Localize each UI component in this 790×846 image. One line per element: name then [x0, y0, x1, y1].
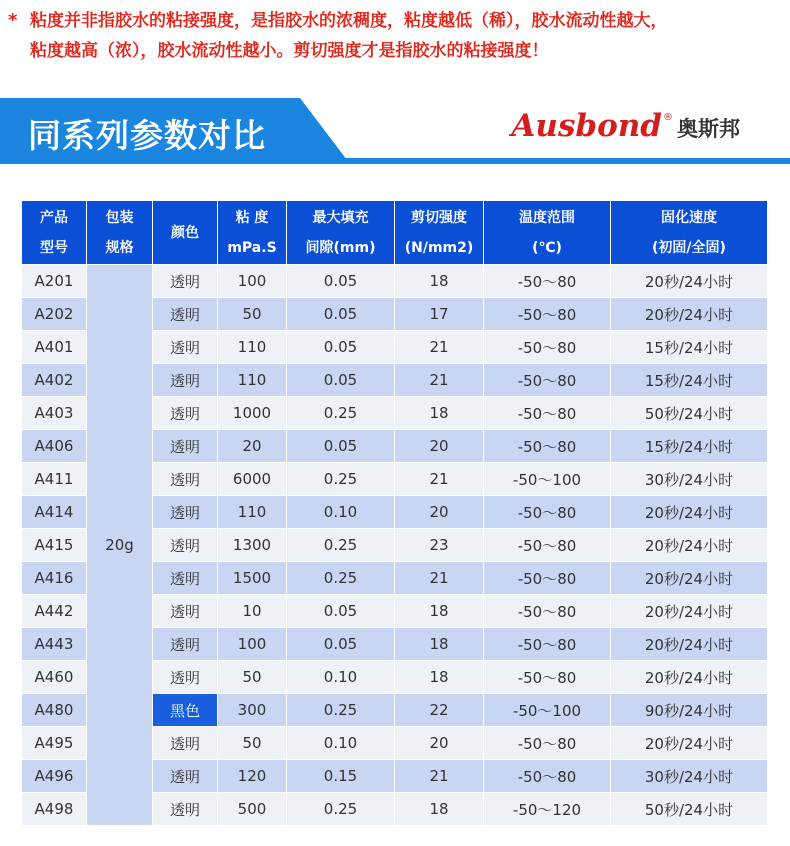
shear-cell: 18 — [395, 661, 484, 694]
column-header-line: 包装 — [105, 209, 134, 226]
color-cell: 透明 — [153, 364, 218, 397]
note-line-1 — [8, 6, 788, 36]
temp-cell: -50～80 — [484, 298, 611, 331]
gap-cell: 0.25 — [287, 529, 395, 562]
brand-chinese-name: 奥斯邦 — [677, 117, 740, 141]
temp-cell: -50～80 — [484, 265, 611, 298]
gap-cell: 0.15 — [287, 760, 395, 793]
column-header-line: (初固/全固) — [652, 239, 726, 256]
viscosity-cell: 120 — [218, 760, 287, 793]
viscosity-cell: 50 — [218, 298, 287, 331]
color-cell: 黑色 — [153, 694, 218, 727]
cure-cell: 50秒/24小时 — [611, 793, 768, 826]
column-header-line: 颜色 — [171, 224, 199, 241]
model-cell: A401 — [22, 331, 87, 364]
column-header-line: 温度范围 — [519, 209, 575, 226]
temp-cell: -50～80 — [484, 529, 611, 562]
temp-cell: -50～80 — [484, 595, 611, 628]
model-cell: A402 — [22, 364, 87, 397]
cure-cell: 15秒/24小时 — [611, 364, 768, 397]
column-header-line: 粘 度 — [235, 209, 269, 226]
shear-cell: 21 — [395, 364, 484, 397]
color-cell: 透明 — [153, 727, 218, 760]
model-cell: A443 — [22, 628, 87, 661]
column-header — [218, 201, 287, 265]
shear-cell: 21 — [395, 562, 484, 595]
color-cell: 透明 — [153, 661, 218, 694]
viscosity-cell: 1500 — [218, 562, 287, 595]
color-cell: 透明 — [153, 562, 218, 595]
column-header-line: (℃) — [532, 239, 562, 256]
cure-cell: 20秒/24小时 — [611, 595, 768, 628]
package-cell: 20g — [87, 265, 153, 826]
column-header-line: (N/mm2) — [404, 239, 474, 256]
note-line-2: 粘度越高（浓），胶水流动性越小。剪切强度才是指胶水的粘接强度！ — [30, 41, 549, 61]
shear-cell: 20 — [395, 727, 484, 760]
color-cell: 透明 — [153, 463, 218, 496]
color-cell: 透明 — [153, 496, 218, 529]
shear-cell: 22 — [395, 694, 484, 727]
registered-mark: ® — [663, 112, 673, 123]
shear-cell: 21 — [395, 331, 484, 364]
viscosity-note — [8, 6, 788, 66]
cure-cell: 20秒/24小时 — [611, 496, 768, 529]
brand-logo-text: Ausbond — [511, 108, 662, 144]
model-cell: A442 — [22, 595, 87, 628]
model-cell: A202 — [22, 298, 87, 331]
color-cell: 透明 — [153, 298, 218, 331]
column-header — [395, 201, 484, 265]
viscosity-cell: 100 — [218, 265, 287, 298]
gap-cell: 0.25 — [287, 397, 395, 430]
column-header-line: 固化速度 — [661, 209, 717, 226]
temp-cell: -50～80 — [484, 628, 611, 661]
viscosity-cell: 10 — [218, 595, 287, 628]
column-header-line: 型号 — [40, 239, 68, 256]
viscosity-cell: 1000 — [218, 397, 287, 430]
gap-cell: 0.10 — [287, 496, 395, 529]
shear-cell: 23 — [395, 529, 484, 562]
section-banner — [0, 98, 790, 164]
parameter-table — [21, 200, 768, 826]
model-cell: A406 — [22, 430, 87, 463]
viscosity-cell: 1300 — [218, 529, 287, 562]
color-cell: 透明 — [153, 595, 218, 628]
cure-cell: 90秒/24小时 — [611, 694, 768, 727]
temp-cell: -50～120 — [484, 793, 611, 826]
column-header — [287, 201, 395, 265]
gap-cell: 0.05 — [287, 364, 395, 397]
cure-cell: 20秒/24小时 — [611, 628, 768, 661]
table-row — [22, 265, 768, 298]
gap-cell: 0.25 — [287, 694, 395, 727]
cure-cell: 30秒/24小时 — [611, 463, 768, 496]
gap-cell: 0.05 — [287, 265, 395, 298]
temp-cell: -50～100 — [484, 463, 611, 496]
viscosity-cell: 50 — [218, 661, 287, 694]
temp-cell: -50～80 — [484, 760, 611, 793]
table-body — [22, 265, 768, 826]
model-cell: A460 — [22, 661, 87, 694]
column-header — [611, 201, 768, 265]
color-cell: 透明 — [153, 397, 218, 430]
temp-cell: -50～80 — [484, 331, 611, 364]
color-cell: 透明 — [153, 793, 218, 826]
cure-cell: 15秒/24小时 — [611, 430, 768, 463]
color-cell: 透明 — [153, 529, 218, 562]
model-cell: A496 — [22, 760, 87, 793]
note-star: * — [8, 10, 18, 31]
gap-cell: 0.05 — [287, 298, 395, 331]
color-cell: 透明 — [153, 430, 218, 463]
cure-cell: 30秒/24小时 — [611, 760, 768, 793]
shear-cell: 21 — [395, 463, 484, 496]
cure-cell: 50秒/24小时 — [611, 397, 768, 430]
note-text-1: 粘度并非指胶水的粘接强度，是指胶水的浓稠度，粘度越低（稀），胶水流动性越大， — [30, 11, 668, 31]
temp-cell: -50～100 — [484, 694, 611, 727]
model-cell: A411 — [22, 463, 87, 496]
table-header-row — [22, 201, 768, 265]
cure-cell: 20秒/24小时 — [611, 727, 768, 760]
cure-cell: 20秒/24小时 — [611, 661, 768, 694]
column-header — [484, 201, 611, 265]
shear-cell: 18 — [395, 793, 484, 826]
cure-cell: 20秒/24小时 — [611, 529, 768, 562]
temp-cell: -50～80 — [484, 397, 611, 430]
shear-cell: 21 — [395, 760, 484, 793]
shear-cell: 18 — [395, 628, 484, 661]
cure-cell: 20秒/24小时 — [611, 265, 768, 298]
gap-cell: 0.05 — [287, 430, 395, 463]
temp-cell: -50～80 — [484, 727, 611, 760]
gap-cell: 0.05 — [287, 331, 395, 364]
column-header-line: 间隙(mm) — [305, 239, 376, 256]
cure-cell: 20秒/24小时 — [611, 562, 768, 595]
column-header-line: 最大填充 — [312, 209, 369, 226]
cure-cell: 20秒/24小时 — [611, 298, 768, 331]
column-header — [153, 201, 218, 265]
viscosity-cell: 500 — [218, 793, 287, 826]
color-cell: 透明 — [153, 628, 218, 661]
column-header — [87, 201, 153, 265]
column-header-line: mPa.S — [227, 239, 277, 256]
model-cell: A480 — [22, 694, 87, 727]
gap-cell: 0.05 — [287, 628, 395, 661]
banner-underline — [0, 158, 790, 164]
cure-cell: 15秒/24小时 — [611, 331, 768, 364]
column-header — [22, 201, 87, 265]
model-cell: A416 — [22, 562, 87, 595]
shear-cell: 18 — [395, 595, 484, 628]
viscosity-cell: 110 — [218, 331, 287, 364]
model-cell: A201 — [22, 265, 87, 298]
temp-cell: -50～80 — [484, 364, 611, 397]
gap-cell: 0.10 — [287, 727, 395, 760]
temp-cell: -50～80 — [484, 661, 611, 694]
column-header-line: 产品 — [40, 209, 68, 226]
banner-title: 同系列参数对比 — [28, 116, 266, 155]
color-cell: 透明 — [153, 760, 218, 793]
viscosity-cell: 6000 — [218, 463, 287, 496]
shear-cell: 18 — [395, 265, 484, 298]
model-cell: A495 — [22, 727, 87, 760]
temp-cell: -50～80 — [484, 430, 611, 463]
gap-cell: 0.25 — [287, 562, 395, 595]
gap-cell: 0.25 — [287, 793, 395, 826]
model-cell: A498 — [22, 793, 87, 826]
model-cell: A415 — [22, 529, 87, 562]
temp-cell: -50～80 — [484, 496, 611, 529]
shear-cell: 20 — [395, 430, 484, 463]
model-cell: A414 — [22, 496, 87, 529]
shear-cell: 20 — [395, 496, 484, 529]
color-cell: 透明 — [153, 331, 218, 364]
viscosity-cell: 100 — [218, 628, 287, 661]
brand-logo — [511, 108, 740, 144]
shear-cell: 17 — [395, 298, 484, 331]
temp-cell: -50～80 — [484, 562, 611, 595]
gap-cell: 0.25 — [287, 463, 395, 496]
viscosity-cell: 50 — [218, 727, 287, 760]
viscosity-cell: 300 — [218, 694, 287, 727]
gap-cell: 0.05 — [287, 595, 395, 628]
column-header-line: 剪切强度 — [411, 209, 467, 226]
viscosity-cell: 110 — [218, 364, 287, 397]
viscosity-cell: 110 — [218, 496, 287, 529]
shear-cell: 18 — [395, 397, 484, 430]
gap-cell: 0.10 — [287, 661, 395, 694]
color-cell: 透明 — [153, 265, 218, 298]
model-cell: A403 — [22, 397, 87, 430]
column-header-line: 规格 — [105, 239, 134, 256]
viscosity-cell: 20 — [218, 430, 287, 463]
